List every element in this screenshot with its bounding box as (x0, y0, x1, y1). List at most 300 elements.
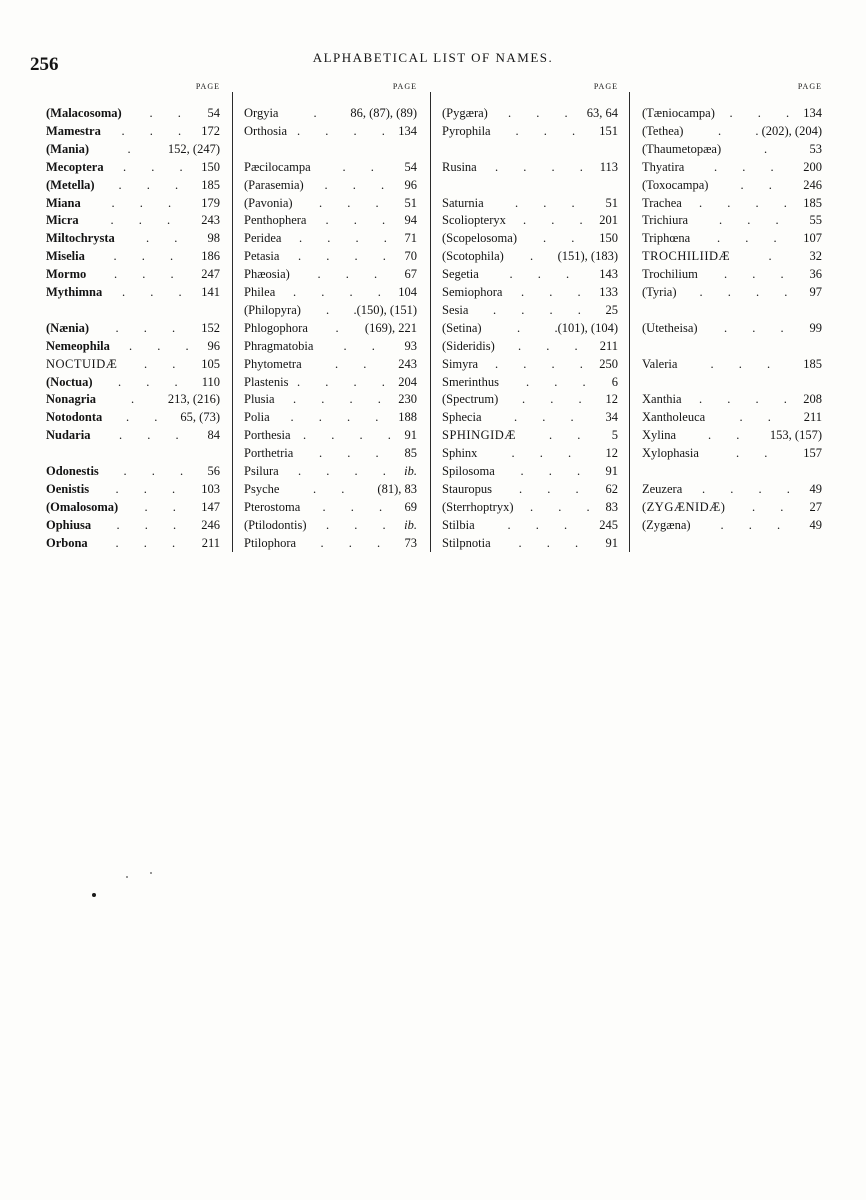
entry-name: Stilbia (442, 517, 475, 532)
leader-dots: . . . . (699, 285, 799, 299)
entry-name: (Pygæra) (442, 106, 488, 120)
entry-name: Mecoptera (46, 159, 104, 174)
entry-name: Spilosoma (442, 464, 495, 478)
entry-name: (Tethea) (642, 123, 684, 138)
page-column-header: PAGE (195, 82, 220, 91)
entry-page: 153, (157) (769, 428, 822, 443)
leader-dots: . . (313, 481, 356, 496)
entry-page: 133 (599, 285, 618, 299)
entry-page: 70 (404, 249, 417, 264)
leader-dots: . . . (523, 213, 594, 228)
entry-name: (Pavonia) (244, 195, 293, 210)
index-entry (442, 229, 618, 247)
index-entry (244, 480, 417, 498)
entry-page: 246 (201, 517, 220, 532)
index-entry (244, 122, 417, 140)
leader-dots: . . . (325, 213, 397, 228)
entry-page: 152 (201, 320, 220, 335)
index-entry (46, 283, 220, 301)
entry-page: 213, (216) (167, 392, 220, 407)
index-entry (642, 158, 822, 176)
entry-page: 91 (605, 535, 618, 550)
index-entry (442, 480, 618, 498)
entry-name: Mythimna (46, 285, 103, 299)
entry-page: 49 (809, 481, 822, 496)
leader-dots: . . (335, 356, 378, 371)
entry-page: 204 (398, 374, 417, 389)
entry-name: Miana (46, 195, 81, 210)
entry-page: 230 (398, 392, 417, 407)
entry-page: 201 (599, 213, 618, 228)
leader-dots: . (530, 249, 545, 264)
entry-name: Porthetria (244, 446, 294, 461)
leader-dots: . (313, 106, 328, 120)
index-entry (642, 140, 822, 158)
leader-dots: . . (752, 499, 795, 514)
entry-name: Ptilophora (244, 535, 297, 550)
entry-page: 134 (398, 123, 417, 138)
entry-page: 134 (803, 106, 822, 120)
leader-dots: . . . (115, 320, 187, 335)
entry-name: Smerinthus (442, 374, 499, 389)
entry-name: Trichiura (642, 213, 689, 228)
leader-dots: . . (126, 410, 169, 425)
ink-speck (150, 872, 152, 874)
entry-name: (Philopyra) (244, 302, 301, 317)
leader-dots: . . . (508, 106, 579, 120)
index-entry (244, 158, 417, 176)
entry-page: 62 (605, 481, 618, 496)
leader-dots: . . (543, 231, 586, 246)
leader-dots: . . . . (303, 428, 402, 443)
leader-dots: . . . . (290, 410, 390, 425)
leader-dots: . . . (515, 195, 586, 210)
leader-dots: . . . (119, 428, 190, 443)
index-entry (442, 265, 618, 283)
leader-dots: . . . . (702, 481, 801, 496)
index-entry (642, 355, 822, 373)
index-entry (442, 390, 618, 408)
index-entry (442, 104, 618, 122)
leader-dots: . . . (719, 213, 790, 228)
leader-dots: . . . (515, 123, 587, 138)
index-entry (46, 211, 220, 229)
entry-page: 99 (809, 320, 822, 335)
leader-dots: . (768, 249, 783, 264)
leader-dots: . . . (121, 123, 193, 138)
entry-name: Xylophasia (642, 446, 699, 461)
index-entry (46, 104, 220, 122)
entry-name: Scoliopteryx (442, 213, 506, 228)
index-entry (642, 104, 822, 122)
index-entry (46, 408, 220, 426)
entry-name: Mormo (46, 267, 87, 282)
leader-dots: . . . (511, 446, 583, 461)
entry-page: 113 (599, 159, 618, 174)
leader-dots: . . (342, 159, 385, 174)
leader-dots: . . . (729, 106, 801, 120)
index-entry (244, 337, 417, 355)
entry-name: (Sideridis) (442, 338, 495, 353)
entry-name: Trachea (642, 195, 682, 210)
entry-name: Philea (244, 285, 276, 299)
entry-name: Saturnia (442, 195, 484, 210)
index-entry (642, 408, 822, 426)
entry-page: 98 (207, 231, 220, 246)
entry-page: 25 (605, 302, 618, 317)
entry-name: Psilura (244, 464, 279, 478)
index-entry (442, 426, 618, 444)
leader-dots: . . . (514, 410, 585, 425)
entry-page: 243 (201, 213, 220, 228)
alphabetical-index (0, 82, 866, 582)
leader-dots: . . (144, 356, 187, 371)
entry-name: Pyrophila (442, 123, 491, 138)
leader-dots: . (127, 141, 142, 156)
entry-page: 150 (201, 159, 220, 174)
entry-page: 71 (404, 231, 417, 246)
entry-name: Rusina (442, 159, 477, 174)
entry-name: Miselia (46, 249, 85, 264)
leader-dots: . . . . (293, 285, 392, 299)
entry-name: Xylina (642, 428, 677, 443)
index-entry (442, 534, 618, 552)
entry-page: 250 (599, 356, 618, 371)
entry-name: (Omalosoma) (46, 499, 119, 514)
entry-name: Sphecia (442, 410, 482, 425)
entry-name: (Metella) (46, 177, 95, 192)
index-column-3 (442, 82, 618, 550)
entry-name: Thyatira (642, 159, 685, 174)
entry-page: 188 (398, 410, 417, 425)
leader-dots: . . (146, 231, 189, 246)
index-entry (244, 104, 417, 122)
entry-name: Ophiusa (46, 517, 92, 532)
leader-dots: . . . (522, 392, 593, 407)
index-entry (46, 390, 220, 408)
entry-page: 152, (247) (167, 141, 220, 156)
index-entry (642, 283, 822, 301)
entry-name: Orbona (46, 535, 88, 550)
entry-name: SPHINGIDÆ (442, 428, 516, 443)
leader-dots: . (764, 141, 779, 156)
entry-name: (Malacosoma) (46, 106, 122, 120)
entry-name: (Parasemia) (244, 177, 304, 192)
entry-page: 211 (201, 535, 220, 550)
entry-page: 36 (809, 267, 822, 282)
index-column-1 (46, 82, 220, 550)
index-entry (642, 390, 822, 408)
entry-page: ib. (404, 517, 417, 532)
entry-page: .(101), (104) (554, 320, 618, 335)
index-entry (244, 283, 417, 301)
entry-page: 150 (599, 231, 618, 246)
leader-dots: . . . (521, 285, 592, 299)
entry-page: 91 (605, 464, 618, 478)
entry-page: 51 (404, 195, 417, 210)
leader-dots: . . . (717, 231, 788, 246)
entry-page: 73 (404, 535, 417, 550)
entry-name: Sesia (442, 302, 469, 317)
entry-page: (169), 221 (364, 320, 417, 335)
entry-page: 179 (201, 195, 220, 210)
entry-page: (151), (183) (557, 249, 618, 264)
leader-dots: . . . (129, 338, 200, 353)
index-entry (244, 408, 417, 426)
entry-page: 105 (201, 356, 220, 371)
entry-page: 85 (404, 446, 417, 461)
leader-dots: . . . (118, 177, 190, 192)
entry-page: 172 (201, 123, 220, 138)
entry-page: 185 (803, 356, 822, 371)
leader-dots: . . . . (298, 249, 397, 264)
entry-page: . (202), (204) (755, 123, 822, 138)
leader-dots: . . (144, 499, 187, 514)
entry-name: Odonestis (46, 464, 99, 478)
entry-name: Pæcilocampa (244, 159, 311, 174)
entry-page: 185 (201, 177, 220, 192)
index-entry (244, 176, 417, 194)
leader-dots: . . . (509, 267, 581, 282)
index-entry (642, 211, 822, 229)
entry-page: 186 (201, 249, 220, 264)
index-entry (46, 176, 220, 194)
index-entry (244, 426, 417, 444)
entry-page: 94 (404, 213, 417, 228)
index-entry (642, 265, 822, 283)
leader-dots: . . . (518, 338, 589, 353)
column-rule (232, 92, 233, 552)
entry-page: 247 (201, 267, 220, 282)
column-rule (430, 92, 431, 552)
entry-page: 97 (809, 285, 822, 299)
entry-page: 107 (803, 231, 822, 246)
index-entry (46, 194, 220, 212)
entry-name: (Tæniocampa) (642, 106, 715, 120)
leader-dots: . . . (507, 517, 579, 532)
index-entry (46, 516, 220, 534)
entry-page: 246 (803, 177, 822, 192)
leader-dots: . . . (122, 285, 193, 299)
entry-name: Triphœna (642, 231, 691, 246)
leader-dots: . . . (113, 249, 185, 264)
index-entry (642, 444, 822, 462)
leader-dots: . (335, 320, 350, 335)
entry-name: (ZYGÆNIDÆ) (642, 499, 726, 514)
column-rule (629, 92, 630, 552)
leader-dots: . . . . (297, 123, 396, 138)
entry-page: 54 (404, 159, 417, 174)
index-entry (442, 516, 618, 534)
entry-name: Phlogophora (244, 320, 308, 335)
entry-name: Phragmatobia (244, 338, 314, 353)
leader-dots: . (517, 320, 532, 335)
index-entry (442, 462, 618, 480)
index-entry (442, 158, 618, 176)
entry-name: Porthesia (244, 428, 291, 443)
entry-page: 34 (605, 410, 618, 425)
entry-page: 211 (803, 410, 822, 425)
entry-name: (Mania) (46, 141, 90, 156)
leader-dots: . . . (520, 464, 592, 478)
entry-name: Sphinx (442, 446, 478, 461)
index-entry (244, 498, 417, 516)
index-entry (244, 534, 417, 552)
entry-name: Phæosia) (244, 267, 290, 282)
index-column-2 (244, 82, 417, 550)
index-entry (642, 122, 822, 140)
entry-name: Notodonta (46, 410, 103, 425)
page-column-header: PAGE (797, 82, 822, 91)
index-entry (244, 247, 417, 265)
leader-dots: . . . (526, 374, 597, 389)
leader-dots: . . . . (495, 159, 594, 174)
index-entry (244, 265, 417, 283)
index-entry (46, 319, 220, 337)
index-entry (46, 534, 220, 552)
index-entry (46, 247, 220, 265)
entry-name: (Setina) (442, 320, 482, 335)
leader-dots: . . . . (297, 374, 396, 389)
entry-page: 93 (404, 338, 417, 353)
leader-dots: . . . . (495, 356, 594, 371)
entry-page: 91 (404, 428, 417, 443)
entry-page: 86, (87), (89) (350, 106, 417, 120)
leader-dots: . . . (319, 446, 390, 461)
entry-page: 6 (611, 374, 618, 389)
entry-page: 243 (398, 356, 417, 371)
leader-dots: . . . . (699, 195, 798, 210)
entry-page: 55 (809, 213, 822, 228)
index-entry (642, 247, 822, 265)
entry-page: 32 (809, 249, 822, 264)
entry-name: (Scopelosoma) (442, 231, 517, 246)
entry-name: Nonagria (46, 392, 96, 407)
entry-page: 211 (599, 338, 618, 353)
leader-dots: . . . (530, 499, 601, 514)
entry-page: 84 (207, 428, 220, 443)
entry-name: (Nænia) (46, 320, 90, 335)
leader-dots: . . . (118, 374, 189, 389)
index-entry (46, 462, 220, 480)
index-entry (46, 480, 220, 498)
page-column-header: PAGE (593, 82, 618, 91)
entry-page: 151 (599, 123, 618, 138)
index-entry (46, 158, 220, 176)
index-entry (46, 355, 220, 373)
entry-page: 96 (404, 177, 417, 192)
entry-page: 83 (605, 499, 618, 514)
entry-name: Trochilium (642, 267, 698, 282)
entry-page: 147 (201, 499, 220, 514)
index-entry (642, 426, 822, 444)
entry-page: 141 (201, 285, 220, 299)
entry-name: Semiophora (442, 285, 503, 299)
entry-name: Zeuzera (642, 481, 683, 496)
entry-page: 27 (809, 499, 822, 514)
entry-page: 104 (398, 285, 417, 299)
entry-page: 56 (207, 464, 220, 478)
leader-dots: . . . (110, 213, 182, 228)
leader-dots: . . . (123, 159, 194, 174)
entry-name: NOCTUIDÆ (46, 356, 118, 371)
entry-page: 143 (599, 267, 618, 282)
ink-speck (126, 876, 128, 878)
leader-dots: . . (739, 410, 782, 425)
leader-dots: . . . (320, 535, 392, 550)
running-head: ALPHABETICAL LIST OF NAMES. (312, 50, 554, 65)
index-entry (244, 373, 417, 391)
entry-name: Plusia (244, 392, 275, 407)
entry-page: 185 (803, 195, 822, 210)
leader-dots: . . . (115, 481, 187, 496)
index-entry (46, 229, 220, 247)
index-entry (642, 516, 822, 534)
leader-dots: . . . (115, 535, 187, 550)
index-entry (46, 122, 220, 140)
leader-dots: . . . . (299, 231, 398, 246)
index-entry (642, 319, 822, 337)
leader-dots: . . (343, 338, 386, 353)
index-entry (442, 373, 618, 391)
index-entry (244, 516, 417, 534)
entry-name: (Zygæna) (642, 517, 691, 532)
index-entry (46, 337, 220, 355)
entry-page: (81), 83 (377, 481, 417, 496)
leader-dots: . . (149, 106, 192, 120)
index-entry (442, 301, 618, 319)
entry-page: 51 (605, 195, 618, 210)
entry-name: Miltochrysta (46, 231, 115, 246)
index-entry (244, 462, 417, 480)
leader-dots: . . . (710, 356, 782, 371)
leader-dots: . . . (324, 177, 396, 192)
entry-page: 65, (73) (180, 410, 220, 425)
index-entry (442, 408, 618, 426)
entry-page: 12 (605, 446, 618, 461)
index-entry (642, 480, 822, 498)
entry-page: 157 (803, 446, 822, 461)
index-entry (442, 498, 618, 516)
leader-dots: . . . . (298, 464, 397, 478)
leader-dots: . . . (724, 267, 795, 282)
entry-page: 63, 64 (586, 106, 618, 120)
index-entry (244, 211, 417, 229)
entry-name: Orgyia (244, 106, 279, 120)
index-entry (244, 355, 417, 373)
leader-dots: . . . . (293, 392, 392, 407)
entry-page: 200 (803, 159, 822, 174)
leader-dots: . (718, 123, 733, 138)
entry-name: Mamestra (46, 123, 101, 138)
entry-name: (Noctua) (46, 374, 93, 389)
entry-page: 67 (404, 267, 417, 282)
entry-name: (Ptilodontis) (244, 517, 307, 532)
leader-dots: . (326, 302, 341, 317)
entry-name: (Tyria) (642, 285, 677, 299)
entry-name: Xanthia (642, 392, 682, 407)
leader-dots: . . . . (493, 302, 592, 317)
index-entry (442, 444, 618, 462)
entry-name: Psyche (244, 481, 280, 496)
entry-name: (Spectrum) (442, 392, 499, 407)
entry-page: 208 (803, 392, 822, 407)
index-entry (46, 265, 220, 283)
entry-page: 5 (611, 428, 618, 443)
index-entry (442, 355, 618, 373)
entry-name: (Utetheisa) (642, 320, 698, 335)
index-entry (244, 390, 417, 408)
